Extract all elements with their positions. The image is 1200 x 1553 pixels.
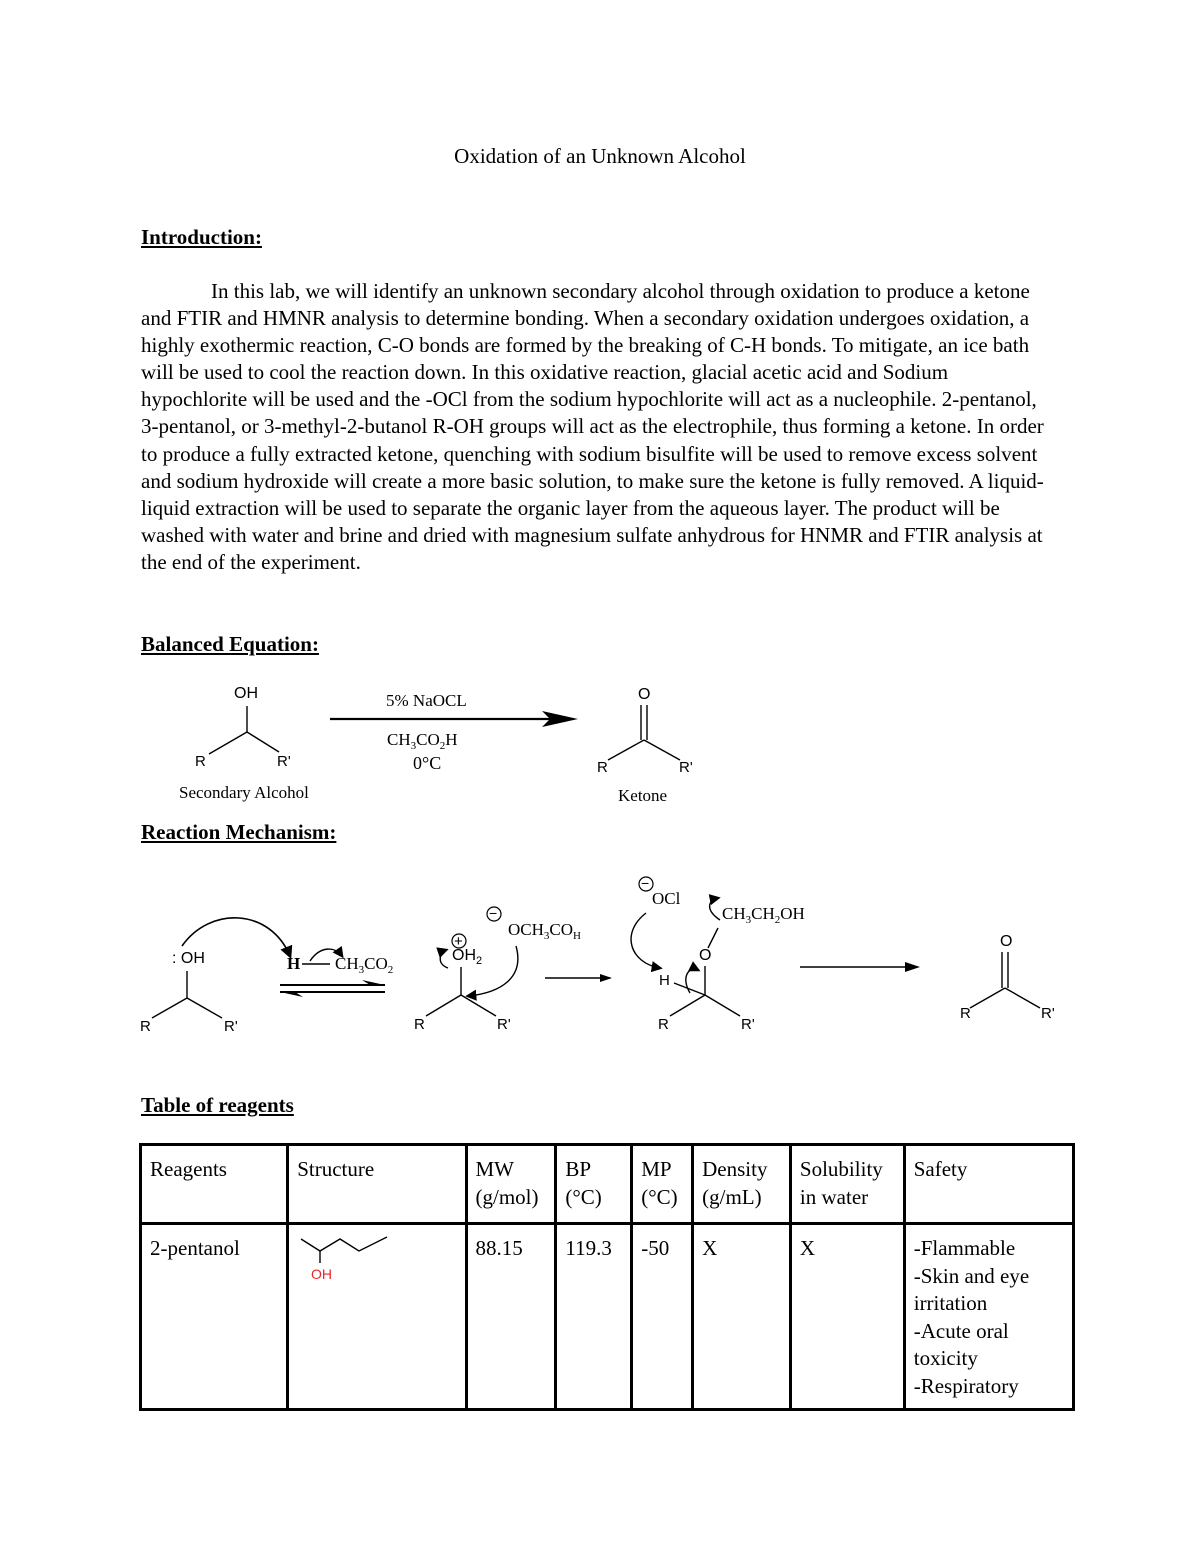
- mech2-methoxide-label: $OCH_3CO_H$: [508, 920, 581, 942]
- mech3-h-label: H: [659, 972, 670, 989]
- c-rprime-bond: [247, 732, 279, 752]
- reactant-caption: Secondary Alcohol: [179, 783, 309, 802]
- ketone-c-rprime-bond: [644, 740, 680, 760]
- table-header-row: [141, 1145, 1074, 1224]
- mech-ketone-r-label: R: [960, 1005, 971, 1022]
- mech2-r-label: R: [414, 1016, 425, 1033]
- mech3-o-label: O: [699, 947, 712, 964]
- ketone-rprime-label: R': [679, 759, 693, 776]
- reaction-mechanism-figure: [130, 868, 1070, 1048]
- cell-bp: 119.3: [556, 1224, 632, 1410]
- cell-reagent: 2-pentanol: [141, 1224, 288, 1410]
- mech2-minus-charge: −: [489, 905, 498, 921]
- table-of-reagents-heading: Table of reagents: [141, 1093, 294, 1117]
- 2-pentanol-structure: [297, 1235, 407, 1285]
- mech-ketone-c-r-bond: [970, 988, 1005, 1008]
- cell-structure: [288, 1224, 466, 1410]
- mech-h-label: H: [287, 954, 301, 973]
- balanced-equation-figure: [170, 678, 730, 813]
- ketone-c-r-bond: [608, 740, 644, 760]
- mech2-c-r-bond: [426, 995, 461, 1016]
- table-row: [141, 1224, 1074, 1410]
- oh-label: OH: [234, 685, 258, 702]
- mech2-plus-charge: +: [454, 933, 463, 950]
- cell-mp: -50: [632, 1224, 693, 1410]
- introduction-heading: Introduction:: [141, 225, 262, 249]
- introduction-paragraph: In this lab, we will identify an unknown secondary alcohol through oxidation to produce a ketone and FTIR and HMNR analysis to determine bonding. When a secondary oxidation undergoes oxidation, a highly exothermic reaction, C-O bonds are formed by the breaking of C-H bonds. To mitigate, an ice bath will be used to cool the reaction down. In this oxidative reaction, glacial acetic acid and Sodium hypochlorite will be used and the -OCl from the sodium hypochlorite will act as a nucleophile. 2-pentanol, 3-pentanol, or 3-methyl-2-butanol R-OH groups will act as the electrophile, thus forming a ketone. In order to produce a fully extracted ketone, quenching with sodium bisulfite will be used to remove excess solvent and sodium hydroxide will create a more basic solution, to make sure the ketone is fully removed. A liquid-liquid extraction will be used to separate the organic layer from the aqueous layer. The product will be washed with water and brine and dried with magnesium sulfate anhydrous for HNMR and FTIR analysis at the end of the experiment.: [141, 279, 1044, 574]
- safety-item: -Flammable: [913, 1236, 1016, 1260]
- mech-arrow-5: [631, 913, 660, 968]
- ketone-o-label: O: [638, 686, 651, 703]
- header-bp: BP (°C): [556, 1145, 632, 1224]
- document-title: Oxidation of an Unknown Alcohol: [454, 144, 746, 168]
- cell-mw: 88.15: [466, 1224, 556, 1410]
- mech-arrow-3: [440, 950, 448, 968]
- mech3-ethanol-label: $CH_3CH_2OH$: [722, 904, 805, 926]
- mech3-r-label: R: [658, 1016, 669, 1033]
- cell-density: X: [693, 1224, 791, 1410]
- safety-item: -Acute oral toxicity: [913, 1318, 1009, 1370]
- safety-item: -Skin and eye irritation: [913, 1263, 1030, 1315]
- safety-item: -Respiratory: [913, 1373, 1019, 1398]
- cell-safety: [904, 1224, 1073, 1410]
- mech-ketone-o-label: O: [1000, 933, 1013, 950]
- svg-text:OH: OH: [311, 1266, 333, 1282]
- mech-arrow-6: [710, 898, 720, 920]
- rprime-label: R': [277, 753, 291, 770]
- balanced-equation-heading: Balanced Equation:: [141, 632, 319, 656]
- header-solubility: Solubility in water: [790, 1145, 904, 1224]
- reagents-table: [139, 1143, 1075, 1411]
- mech1-rprime-label: R': [224, 1018, 238, 1035]
- mech3-minus-charge: −: [641, 875, 650, 891]
- mech1-c-r-bond: [152, 998, 187, 1018]
- header-mp: MP (°C): [632, 1145, 693, 1224]
- reaction-mechanism-heading: Reaction Mechanism:: [141, 820, 337, 844]
- c-r-bond: [209, 732, 247, 754]
- header-reagents: Reagents: [141, 1145, 288, 1224]
- mech3-c-r-bond: [670, 995, 705, 1016]
- header-mw: MW (g/mol): [466, 1145, 556, 1224]
- mech-ketone-c-rprime-bond: [1005, 988, 1040, 1008]
- mech1-oh-label: : OH: [172, 950, 205, 967]
- mech2-oh2-label: $OH_2$: [452, 947, 483, 967]
- mech2-rprime-label: R': [497, 1016, 511, 1033]
- reagent-acetic-acid: $CH_3CO_2H$: [387, 730, 458, 752]
- mech2-c-rprime-bond: [461, 995, 496, 1016]
- header-density: Density (g/mL): [693, 1145, 791, 1224]
- header-safety: Safety: [904, 1145, 1073, 1224]
- mech3-o-o-bond: [708, 928, 718, 948]
- mech-forward-head-2: [905, 962, 920, 972]
- mech1-c-rprime-bond: [187, 998, 222, 1018]
- reagent-naocl: 5% NaOCL: [386, 691, 467, 710]
- mech3-c-rprime-bond: [705, 995, 740, 1016]
- reaction-temperature: 0°C: [413, 753, 442, 773]
- header-structure: Structure: [288, 1145, 466, 1224]
- product-caption: Ketone: [618, 786, 668, 805]
- r-label: R: [195, 753, 206, 770]
- mech3-ocl-label: OCl: [652, 889, 681, 908]
- mech-ketone-rprime-label: R': [1041, 1005, 1055, 1022]
- mech3-rprime-label: R': [741, 1016, 755, 1033]
- ketone-r-label: R: [597, 759, 608, 776]
- mech1-r-label: R: [140, 1018, 151, 1035]
- mech-acetate-label: $CH_3CO_2$: [335, 954, 394, 976]
- mech-forward-head-1: [600, 974, 612, 982]
- cell-solubility: X: [790, 1224, 904, 1410]
